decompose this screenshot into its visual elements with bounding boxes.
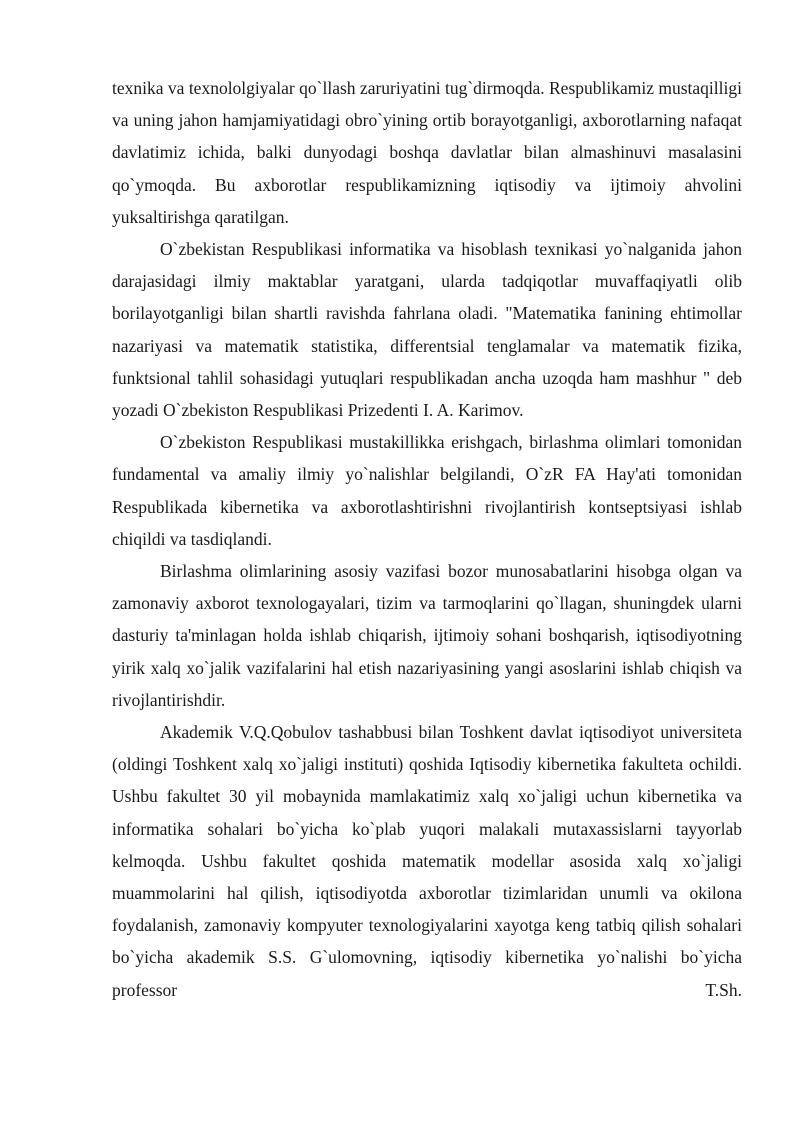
paragraph-4: Birlashma olimlarining asosiy vazifasi bozor munosabatlarini hisobga olgan va zamonaviy axborot texnologayalari, tizim va tarmoqlarini qo`llagan, shuningdek ularni dasturiy ta'minlagan holda ishlab chiqarish, ijtimoiy sohani boshqarish, iqtisodiyotning yirik xalq xo`jalik vazifalarini hal etish nazariyasining yangi asoslarini ishlab chiqish va rivojlantirishdir. (112, 561, 742, 710)
paragraph-1: texnika va texnololgiyalar qo`llash zaruriyatini tug`dirmoqda. Respublikamiz mustaqilligi va uning jahon hamjamiyatidagi obro`yining ortib borayotganligi, axborotlarning nafaqat davlatimiz ichida, balki dunyodagi boshqa davlatlar bilan almashinuvi masalasini qo`ymoqda. Bu axborotlar respublikamizning iqtisodiy va ijtimoiy ahvolini yuksaltirishga qaratilgan. (112, 78, 742, 227)
paragraph-2: O`zbekistan Respublikasi informatika va hisoblash texnikasi yo`nalganida jahon darajasidagi ilmiy maktablar yaratgani, ularda tadqiqotlar muvaffaqiyatli olib borilayotganligi bilan shartli ravishda fahrlana oladi. "Matematika fanining ehtimollar nazariyasi va matematik statistika, differentsial tenglamalar va matematik fizika, funktsional tahlil sohasidagi yutuqlari respublikadan ancha uzoqda ham mashhur " deb yozadi O`zbekiston Respublikasi Prizedenti I. A. Karimov. (112, 239, 742, 421)
document-page (112, 72, 742, 1006)
paragraph-3: O`zbekiston Respublikasi mustakillikka erishgach, birlashma olimlari tomonidan fundamental va amaliy ilmiy yo`nalishlar belgilandi, O`zR FA Hay'ati tomonidan Respublikada kibernetika va axborotlashtirishni rivojlantirish kontseptsiyasi ishlab chiqildi va tasdiqlandi. (112, 432, 742, 549)
paragraph-5: Akademik V.Q.Qobulov tashabbusi bilan Toshkent davlat iqtisodiyot universiteta (oldingi Toshkent xalq xo`jaligi instituti) qoshida Iqtisodiy kibernetika fakulteta ochildi. Ushbu fakultet 30 yil mobaynida mamlakatimiz xalq xo`jaligi uchun kibernetika va informatika sohalari bo`yicha ko`plab yuqori malakali mutaxassislarni tayyorlab kelmoqda. Ushbu fakultet qoshida matematik modellar asosida xalq xo`jaligi muammolarini hal qilish, iqtisodiyotda axborotlar tizimlaridan unumli va okilona foydalanish, zamonaviy kompyuter texnologiyalarini xayotga keng tatbiq qilish sohalari bo`yicha akademik S.S. G`ulomovning, iqtisodiy kibernetika yo`nalishi bo`yicha professor T.Sh. (112, 722, 742, 1000)
